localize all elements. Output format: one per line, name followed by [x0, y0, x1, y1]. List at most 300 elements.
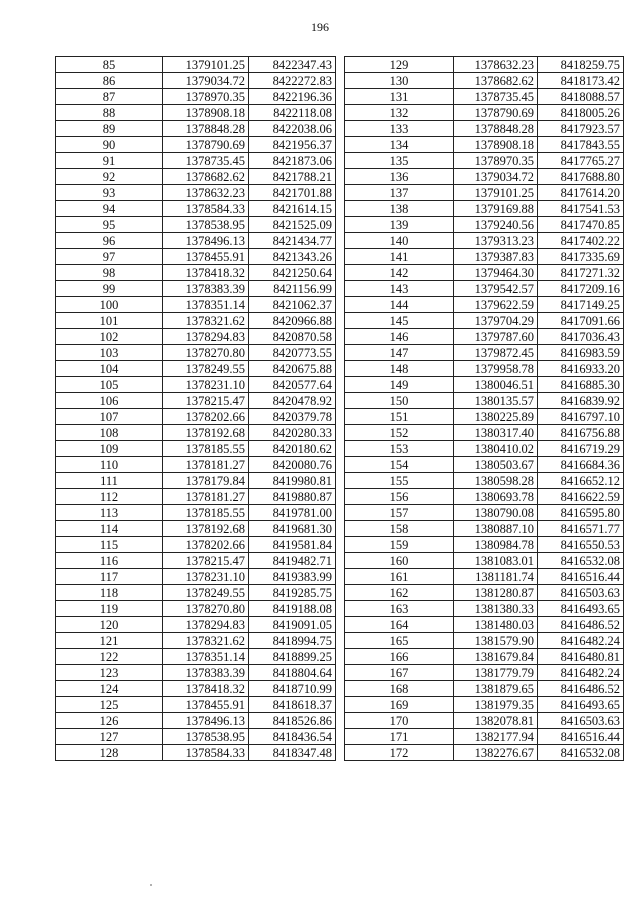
x-coordinate: 1378181.27 [163, 489, 249, 505]
point-number: 170 [345, 713, 454, 729]
point-number: 159 [345, 537, 454, 553]
table-row [56, 329, 336, 345]
y-coordinate: 8417149.25 [538, 297, 624, 313]
x-coordinate: 1378682.62 [163, 169, 249, 185]
point-number: 102 [56, 329, 163, 345]
y-coordinate: 8417470.85 [538, 217, 624, 233]
x-coordinate: 1380317.40 [454, 425, 538, 441]
y-coordinate: 8416480.81 [538, 649, 624, 665]
y-coordinate: 8417036.43 [538, 329, 624, 345]
y-coordinate: 8418899.25 [249, 649, 336, 665]
table-row [56, 345, 336, 361]
table-row [345, 665, 624, 681]
point-number: 142 [345, 265, 454, 281]
table-row [56, 601, 336, 617]
x-coordinate: 1378632.23 [163, 185, 249, 201]
table-row [345, 633, 624, 649]
table-row [345, 377, 624, 393]
point-number: 163 [345, 601, 454, 617]
table-row [345, 73, 624, 89]
x-coordinate: 1381280.87 [454, 585, 538, 601]
point-number: 153 [345, 441, 454, 457]
table-row [345, 649, 624, 665]
point-number: 96 [56, 233, 163, 249]
y-coordinate: 8418804.64 [249, 665, 336, 681]
table-row [345, 393, 624, 409]
y-coordinate: 8416684.36 [538, 457, 624, 473]
table-row [56, 665, 336, 681]
x-coordinate: 1378970.35 [454, 153, 538, 169]
point-number: 92 [56, 169, 163, 185]
y-coordinate: 8419581.84 [249, 537, 336, 553]
table-row [345, 697, 624, 713]
x-coordinate: 1380693.78 [454, 489, 538, 505]
table-row [56, 249, 336, 265]
table-row [345, 601, 624, 617]
x-coordinate: 1378682.62 [454, 73, 538, 89]
point-number: 150 [345, 393, 454, 409]
point-number: 132 [345, 105, 454, 121]
table-row [345, 217, 624, 233]
table-row [56, 729, 336, 745]
point-number: 167 [345, 665, 454, 681]
y-coordinate: 8421250.64 [249, 265, 336, 281]
x-coordinate: 1378192.68 [163, 425, 249, 441]
y-coordinate: 8419681.30 [249, 521, 336, 537]
table-row [345, 553, 624, 569]
table-row [345, 281, 624, 297]
y-coordinate: 8421525.09 [249, 217, 336, 233]
y-coordinate: 8421701.88 [249, 185, 336, 201]
table-row [345, 745, 624, 761]
x-coordinate: 1378735.45 [163, 153, 249, 169]
table-row [56, 633, 336, 649]
x-coordinate: 1378418.32 [163, 265, 249, 281]
table-row [56, 697, 336, 713]
point-number: 109 [56, 441, 163, 457]
point-number: 134 [345, 137, 454, 153]
y-coordinate: 8419091.05 [249, 617, 336, 633]
point-number: 123 [56, 665, 163, 681]
x-coordinate: 1382276.67 [454, 745, 538, 761]
point-number: 100 [56, 297, 163, 313]
point-number: 88 [56, 105, 163, 121]
point-number: 137 [345, 185, 454, 201]
y-coordinate: 8416493.65 [538, 601, 624, 617]
x-coordinate: 1380225.89 [454, 409, 538, 425]
table-row [345, 505, 624, 521]
y-coordinate: 8416493.65 [538, 697, 624, 713]
x-coordinate: 1380410.02 [454, 441, 538, 457]
y-coordinate: 8419482.71 [249, 553, 336, 569]
y-coordinate: 8416503.63 [538, 713, 624, 729]
y-coordinate: 8416933.20 [538, 361, 624, 377]
x-coordinate: 1379034.72 [163, 73, 249, 89]
point-number: 145 [345, 313, 454, 329]
point-number: 146 [345, 329, 454, 345]
table-row [345, 137, 624, 153]
x-coordinate: 1378294.83 [163, 329, 249, 345]
point-number: 90 [56, 137, 163, 153]
y-coordinate: 8416719.29 [538, 441, 624, 457]
x-coordinate: 1378249.55 [163, 361, 249, 377]
x-coordinate: 1381083.01 [454, 553, 538, 569]
point-number: 120 [56, 617, 163, 633]
point-number: 94 [56, 201, 163, 217]
table-row [345, 153, 624, 169]
table-row [345, 233, 624, 249]
table-row [56, 649, 336, 665]
point-number: 136 [345, 169, 454, 185]
point-number: 133 [345, 121, 454, 137]
y-coordinate: 8417271.32 [538, 265, 624, 281]
y-coordinate: 8422118.08 [249, 105, 336, 121]
y-coordinate: 8420675.88 [249, 361, 336, 377]
y-coordinate: 8420280.33 [249, 425, 336, 441]
y-coordinate: 8416622.59 [538, 489, 624, 505]
table-row [56, 297, 336, 313]
point-number: 86 [56, 73, 163, 89]
x-coordinate: 1378455.91 [163, 697, 249, 713]
point-number: 130 [345, 73, 454, 89]
x-coordinate: 1378321.62 [163, 313, 249, 329]
y-coordinate: 8418436.54 [249, 729, 336, 745]
point-number: 103 [56, 345, 163, 361]
x-coordinate: 1379464.30 [454, 265, 538, 281]
x-coordinate: 1378231.10 [163, 569, 249, 585]
table-row [56, 489, 336, 505]
point-number: 116 [56, 553, 163, 569]
point-number: 105 [56, 377, 163, 393]
x-coordinate: 1378790.69 [163, 137, 249, 153]
table-row [345, 569, 624, 585]
point-number: 107 [56, 409, 163, 425]
point-number: 155 [345, 473, 454, 489]
point-number: 158 [345, 521, 454, 537]
y-coordinate: 8417843.55 [538, 137, 624, 153]
table-row [56, 185, 336, 201]
table-row [345, 105, 624, 121]
point-number: 161 [345, 569, 454, 585]
y-coordinate: 8416983.59 [538, 345, 624, 361]
x-coordinate: 1378908.18 [163, 105, 249, 121]
point-number: 147 [345, 345, 454, 361]
table-row [345, 57, 624, 73]
x-coordinate: 1378538.95 [163, 729, 249, 745]
x-coordinate: 1382177.94 [454, 729, 538, 745]
y-coordinate: 8420577.64 [249, 377, 336, 393]
y-coordinate: 8421614.15 [249, 201, 336, 217]
y-coordinate: 8420478.92 [249, 393, 336, 409]
x-coordinate: 1378179.84 [163, 473, 249, 489]
y-coordinate: 8419980.81 [249, 473, 336, 489]
table-row [56, 521, 336, 537]
table-row [56, 265, 336, 281]
table-row [345, 361, 624, 377]
y-coordinate: 8421434.77 [249, 233, 336, 249]
y-coordinate: 8416516.44 [538, 729, 624, 745]
point-number: 115 [56, 537, 163, 553]
y-coordinate: 8417209.16 [538, 281, 624, 297]
y-coordinate: 8416550.53 [538, 537, 624, 553]
y-coordinate: 8417614.20 [538, 185, 624, 201]
x-coordinate: 1381480.03 [454, 617, 538, 633]
point-number: 149 [345, 377, 454, 393]
y-coordinate: 8417923.57 [538, 121, 624, 137]
x-coordinate: 1378294.83 [163, 617, 249, 633]
y-coordinate: 8421062.37 [249, 297, 336, 313]
y-coordinate: 8416516.44 [538, 569, 624, 585]
table-row [345, 249, 624, 265]
table-row [345, 681, 624, 697]
x-coordinate: 1379622.59 [454, 297, 538, 313]
y-coordinate: 8421343.26 [249, 249, 336, 265]
point-number: 121 [56, 633, 163, 649]
point-number: 125 [56, 697, 163, 713]
table-row [345, 457, 624, 473]
y-coordinate: 8416595.80 [538, 505, 624, 521]
point-number: 91 [56, 153, 163, 169]
table-row [345, 297, 624, 313]
x-coordinate: 1378735.45 [454, 89, 538, 105]
point-number: 111 [56, 473, 163, 489]
x-coordinate: 1378231.10 [163, 377, 249, 393]
x-coordinate: 1378202.66 [163, 409, 249, 425]
x-coordinate: 1379542.57 [454, 281, 538, 297]
point-number: 126 [56, 713, 163, 729]
y-coordinate: 8420180.62 [249, 441, 336, 457]
y-coordinate: 8420966.88 [249, 313, 336, 329]
x-coordinate: 1379240.56 [454, 217, 538, 233]
table-row [345, 409, 624, 425]
point-number: 124 [56, 681, 163, 697]
x-coordinate: 1381979.35 [454, 697, 538, 713]
x-coordinate: 1380887.10 [454, 521, 538, 537]
point-number: 131 [345, 89, 454, 105]
y-coordinate: 8422038.06 [249, 121, 336, 137]
y-coordinate: 8417765.27 [538, 153, 624, 169]
table-row [56, 121, 336, 137]
x-coordinate: 1381879.65 [454, 681, 538, 697]
coordinates-table-left [55, 56, 336, 761]
x-coordinate: 1381380.33 [454, 601, 538, 617]
table-row [345, 169, 624, 185]
point-number: 117 [56, 569, 163, 585]
x-coordinate: 1379787.60 [454, 329, 538, 345]
table-row [56, 441, 336, 457]
table-row [56, 457, 336, 473]
y-coordinate: 8419880.87 [249, 489, 336, 505]
y-coordinate: 8418710.99 [249, 681, 336, 697]
y-coordinate: 8420773.55 [249, 345, 336, 361]
y-coordinate: 8421788.21 [249, 169, 336, 185]
point-number: 141 [345, 249, 454, 265]
point-number: 113 [56, 505, 163, 521]
point-number: 106 [56, 393, 163, 409]
table-row [56, 745, 336, 761]
x-coordinate: 1378181.27 [163, 457, 249, 473]
x-coordinate: 1378418.32 [163, 681, 249, 697]
x-coordinate: 1382078.81 [454, 713, 538, 729]
table-row [345, 313, 624, 329]
point-number: 143 [345, 281, 454, 297]
x-coordinate: 1378321.62 [163, 633, 249, 649]
y-coordinate: 8419188.08 [249, 601, 336, 617]
y-coordinate: 8418618.37 [249, 697, 336, 713]
point-number: 165 [345, 633, 454, 649]
point-number: 112 [56, 489, 163, 505]
table-row [345, 521, 624, 537]
table-row [56, 233, 336, 249]
point-number: 127 [56, 729, 163, 745]
y-coordinate: 8421956.37 [249, 137, 336, 153]
y-coordinate: 8422196.36 [249, 89, 336, 105]
table-row [56, 73, 336, 89]
y-coordinate: 8418526.86 [249, 713, 336, 729]
point-number: 118 [56, 585, 163, 601]
x-coordinate: 1380598.28 [454, 473, 538, 489]
point-number: 151 [345, 409, 454, 425]
table-row [345, 201, 624, 217]
scan-speck [150, 884, 152, 886]
x-coordinate: 1378383.39 [163, 665, 249, 681]
y-coordinate: 8418994.75 [249, 633, 336, 649]
table-row [345, 585, 624, 601]
y-coordinate: 8416797.10 [538, 409, 624, 425]
table-row [345, 265, 624, 281]
y-coordinate: 8416885.30 [538, 377, 624, 393]
y-coordinate: 8422272.83 [249, 73, 336, 89]
point-number: 148 [345, 361, 454, 377]
table-row [345, 89, 624, 105]
x-coordinate: 1378538.95 [163, 217, 249, 233]
point-number: 164 [345, 617, 454, 633]
point-number: 128 [56, 745, 163, 761]
table-row [345, 121, 624, 137]
table-row [56, 553, 336, 569]
point-number: 97 [56, 249, 163, 265]
y-coordinate: 8422347.43 [249, 57, 336, 73]
point-number: 144 [345, 297, 454, 313]
x-coordinate: 1378185.55 [163, 441, 249, 457]
x-coordinate: 1378383.39 [163, 281, 249, 297]
table-row [56, 281, 336, 297]
x-coordinate: 1379101.25 [454, 185, 538, 201]
point-number: 169 [345, 697, 454, 713]
y-coordinate: 8418005.26 [538, 105, 624, 121]
table-row [56, 505, 336, 521]
x-coordinate: 1378202.66 [163, 537, 249, 553]
x-coordinate: 1378270.80 [163, 601, 249, 617]
x-coordinate: 1378584.33 [163, 201, 249, 217]
point-number: 162 [345, 585, 454, 601]
coordinates-table-right [344, 56, 624, 761]
x-coordinate: 1381579.90 [454, 633, 538, 649]
x-coordinate: 1379872.45 [454, 345, 538, 361]
x-coordinate: 1378908.18 [454, 137, 538, 153]
x-coordinate: 1380503.67 [454, 457, 538, 473]
y-coordinate: 8421156.99 [249, 281, 336, 297]
x-coordinate: 1379958.78 [454, 361, 538, 377]
y-coordinate: 8416756.88 [538, 425, 624, 441]
point-number: 171 [345, 729, 454, 745]
table-row [345, 713, 624, 729]
table-row [345, 473, 624, 489]
x-coordinate: 1379169.88 [454, 201, 538, 217]
point-number: 99 [56, 281, 163, 297]
y-coordinate: 8420870.58 [249, 329, 336, 345]
point-number: 152 [345, 425, 454, 441]
y-coordinate: 8418259.75 [538, 57, 624, 73]
y-coordinate: 8418347.48 [249, 745, 336, 761]
x-coordinate: 1379704.29 [454, 313, 538, 329]
y-coordinate: 8421873.06 [249, 153, 336, 169]
x-coordinate: 1378270.80 [163, 345, 249, 361]
x-coordinate: 1378351.14 [163, 649, 249, 665]
point-number: 104 [56, 361, 163, 377]
x-coordinate: 1379101.25 [163, 57, 249, 73]
x-coordinate: 1378496.13 [163, 233, 249, 249]
y-coordinate: 8419781.00 [249, 505, 336, 521]
table-row [56, 313, 336, 329]
x-coordinate: 1378848.28 [163, 121, 249, 137]
point-number: 122 [56, 649, 163, 665]
table-row [56, 201, 336, 217]
x-coordinate: 1378192.68 [163, 521, 249, 537]
x-coordinate: 1380135.57 [454, 393, 538, 409]
y-coordinate: 8416839.92 [538, 393, 624, 409]
point-number: 129 [345, 57, 454, 73]
table-row [56, 361, 336, 377]
table-row [345, 345, 624, 361]
x-coordinate: 1378185.55 [163, 505, 249, 521]
x-coordinate: 1378455.91 [163, 249, 249, 265]
y-coordinate: 8416503.63 [538, 585, 624, 601]
table-row [56, 377, 336, 393]
y-coordinate: 8417091.66 [538, 313, 624, 329]
x-coordinate: 1380984.78 [454, 537, 538, 553]
table-row [345, 489, 624, 505]
x-coordinate: 1379034.72 [454, 169, 538, 185]
point-number: 93 [56, 185, 163, 201]
table-row [56, 57, 336, 73]
x-coordinate: 1381679.84 [454, 649, 538, 665]
table-row [56, 217, 336, 233]
point-number: 139 [345, 217, 454, 233]
table-row [345, 329, 624, 345]
table-row [56, 393, 336, 409]
y-coordinate: 8419285.75 [249, 585, 336, 601]
x-coordinate: 1378632.23 [454, 57, 538, 73]
x-coordinate: 1378215.47 [163, 553, 249, 569]
y-coordinate: 8418173.42 [538, 73, 624, 89]
point-number: 119 [56, 601, 163, 617]
point-number: 108 [56, 425, 163, 441]
point-number: 135 [345, 153, 454, 169]
y-coordinate: 8416571.77 [538, 521, 624, 537]
table-row [56, 137, 336, 153]
table-row [56, 617, 336, 633]
point-number: 166 [345, 649, 454, 665]
table-row [56, 537, 336, 553]
x-coordinate: 1378215.47 [163, 393, 249, 409]
x-coordinate: 1378351.14 [163, 297, 249, 313]
x-coordinate: 1378790.69 [454, 105, 538, 121]
table-row [56, 105, 336, 121]
table-row [56, 409, 336, 425]
y-coordinate: 8416652.12 [538, 473, 624, 489]
y-coordinate: 8416482.24 [538, 633, 624, 649]
